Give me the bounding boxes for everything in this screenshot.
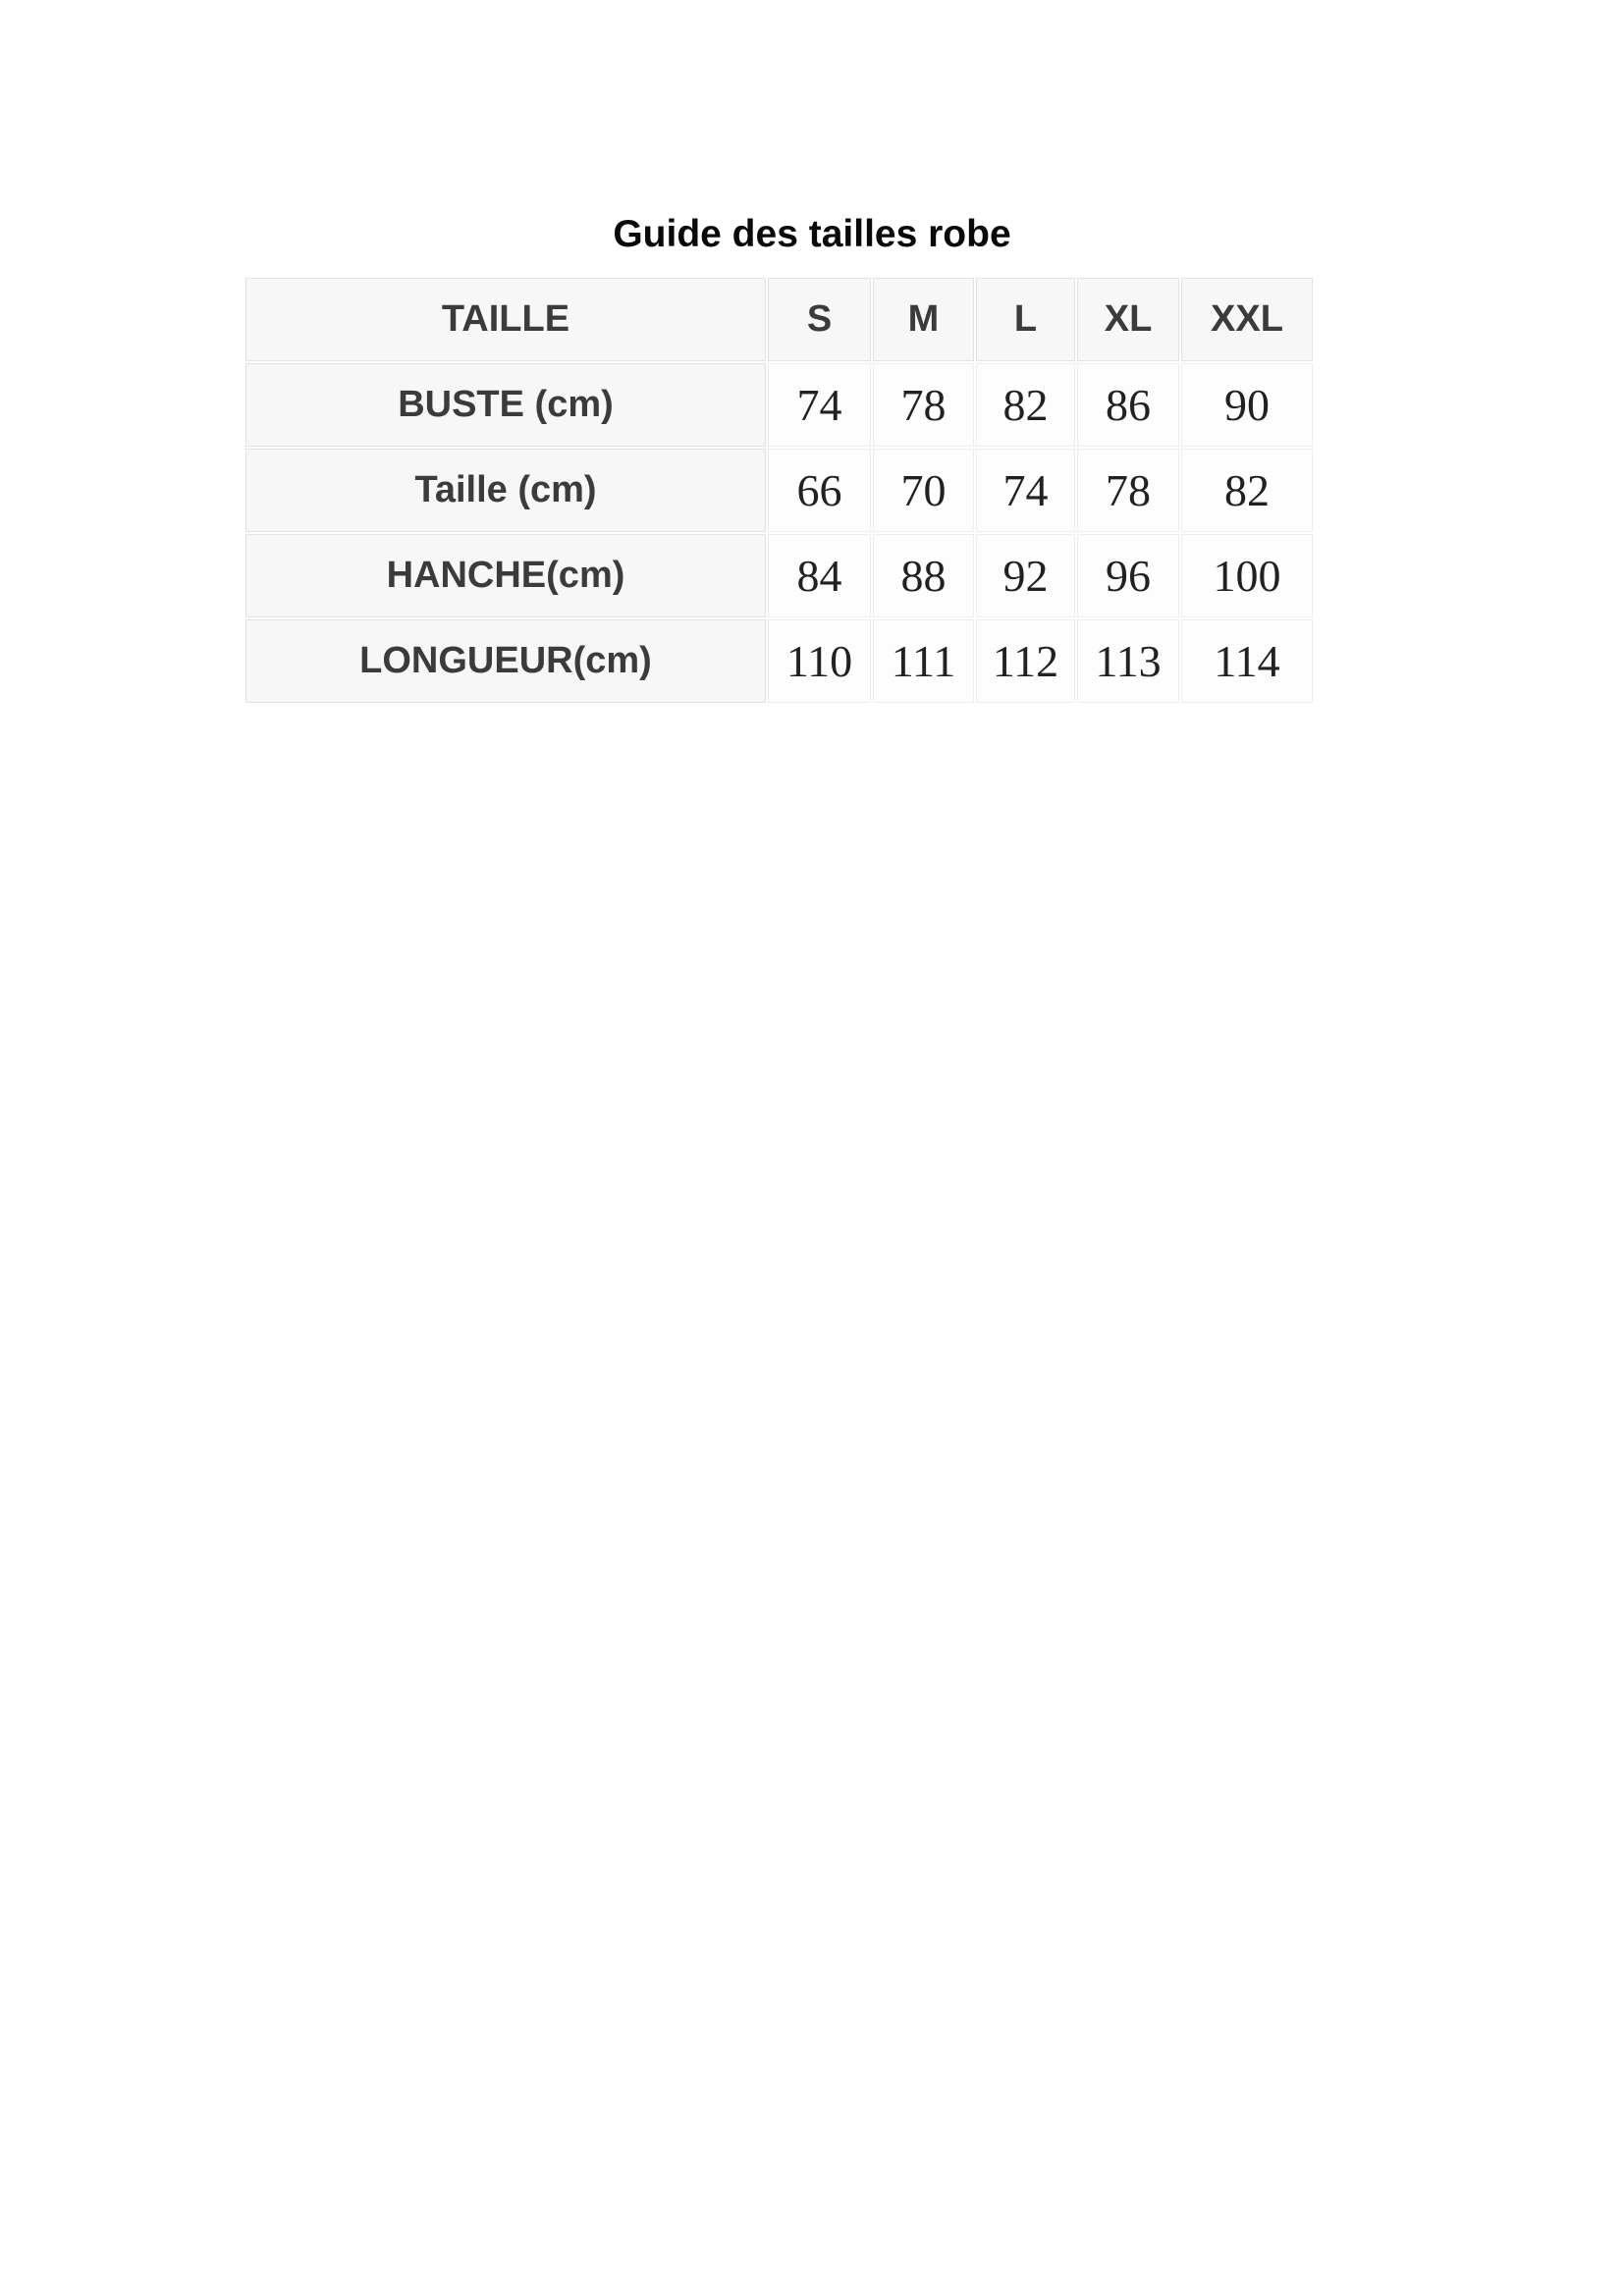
value-cell: 84 (768, 534, 871, 617)
value-cell: 92 (976, 534, 1075, 617)
value-cell: 82 (1181, 449, 1313, 532)
row-label-buste: BUSTE (cm) (245, 363, 766, 447)
header-cell-size-xxl: XXL (1181, 278, 1313, 361)
value-cell: 86 (1077, 363, 1179, 447)
value-cell: 66 (768, 449, 871, 532)
value-cell: 88 (873, 534, 974, 617)
value-cell: 111 (873, 619, 974, 703)
header-cell-size-xl: XL (1077, 278, 1179, 361)
header-cell-taille: TAILLE (245, 278, 766, 361)
table-row-longueur (245, 619, 1313, 703)
value-cell: 70 (873, 449, 974, 532)
value-cell: 78 (873, 363, 974, 447)
value-cell: 78 (1077, 449, 1179, 532)
value-cell: 113 (1077, 619, 1179, 703)
value-cell: 74 (768, 363, 871, 447)
header-cell-size-m: M (873, 278, 974, 361)
value-cell: 112 (976, 619, 1075, 703)
value-cell: 96 (1077, 534, 1179, 617)
size-guide-table (244, 276, 1315, 705)
row-label-hanche: HANCHE(cm) (245, 534, 766, 617)
value-cell: 110 (768, 619, 871, 703)
value-cell: 74 (976, 449, 1075, 532)
row-label-longueur: LONGUEUR(cm) (245, 619, 766, 703)
value-cell: 114 (1181, 619, 1313, 703)
row-label-taille: Taille (cm) (245, 449, 766, 532)
table-header-row (245, 278, 1313, 361)
table-row-hanche (245, 534, 1313, 617)
header-cell-size-l: L (976, 278, 1075, 361)
value-cell: 100 (1181, 534, 1313, 617)
header-cell-size-s: S (768, 278, 871, 361)
table-row-taille (245, 449, 1313, 532)
value-cell: 90 (1181, 363, 1313, 447)
value-cell: 82 (976, 363, 1075, 447)
page-title: Guide des tailles robe (613, 213, 1011, 255)
table-row-buste (245, 363, 1313, 447)
